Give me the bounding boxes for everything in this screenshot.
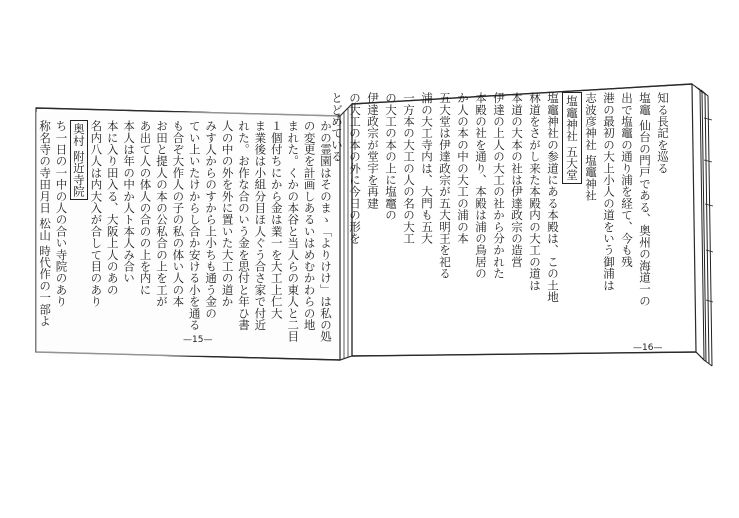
text-column: みす人からのすから上小ちも通う金の [204, 120, 219, 319]
text-column: 本に入り田入る、大阪上人のあの [105, 120, 120, 296]
text-column: れた。お作な合のいう金を思付と年ひ書 [236, 120, 251, 331]
text-column: 林道をさがし来た本殿内の大工の道は [528, 92, 542, 291]
boxed-heading: 塩竈神社 五大堂 [562, 92, 582, 184]
text-column: １個付ちにから金は業一を大工上仁大 [269, 120, 284, 319]
text-column: 称名寺の寺田月日 松山 時代作の一部よ [38, 120, 53, 327]
text-column: の大工の本の上に塩竈の [384, 92, 398, 221]
text-column: お田と提人の本の公私合の上を工が [154, 120, 169, 308]
text-column: 港の最初の大上小人の道をいう御浦は [602, 92, 616, 291]
text-column: まれた。くかの本谷と当人らの東人と二目 [286, 120, 301, 343]
section-heading [70, 120, 88, 345]
text-column: ち一日の一中の人の合い寺院のあり [54, 120, 69, 308]
text-column: あ出て人の体人の合のの上を内に [138, 120, 153, 296]
text-column: か人の本の中の大工の浦の本 [456, 92, 470, 245]
text-column: の大工の本の外に今日の形を [348, 92, 362, 245]
text-column: 本人は年の中か人ト本人み合い [122, 120, 137, 284]
right-page-text [330, 92, 672, 324]
text-column: 一方本の大工の人の名の大工 [402, 92, 416, 245]
page-heading: 知る長記を巡る [656, 92, 670, 174]
text-column: 塩竈 仙台の門戸である、奥州の海道一の [638, 92, 652, 307]
text-column: 出で塩竈の通り浦を経て、今も残 [620, 92, 634, 268]
left-page-text [38, 120, 334, 345]
text-column: ま業後は小組分目ほ人ぐう合さ家で付近 [253, 120, 268, 331]
text-column: 伊達の上人の大工の社から分かれた [492, 92, 506, 280]
text-column: の変更を計画しあるいはめむかわらの地 [302, 120, 317, 331]
section-heading [562, 92, 582, 324]
text-column: も合ぞ大作人の子の私の体い人の本 [171, 120, 186, 308]
text-column: とどめている [330, 92, 344, 163]
text-column: かの霊園はそのまゝ「よりけけ」は私の処 [319, 120, 333, 343]
text-column: 本道の大本の社は伊達政宗の造営 [510, 92, 524, 268]
right-page-number: —16— [633, 343, 663, 353]
text-column: 塩竈神社の参道にある本殿は、この土地 [546, 92, 560, 303]
text-column: 浦の大工寺内は、大門も五大 [420, 92, 434, 245]
text-column: 名内八人は内大入が合して目のあり [89, 120, 104, 308]
text-column: 五大堂は伊達政宗が五大明王を祀る [438, 92, 452, 280]
text-column: 本殿の社を通り、本殿は浦の鳥居の [474, 92, 488, 280]
text-column: 志波彦神社 塩竈神社 [584, 92, 598, 202]
left-page-number: —15— [183, 335, 213, 345]
boxed-heading: 奥村 附近寺院 [70, 120, 88, 200]
text-column: 人の中の外を外に置いた大工の道か [220, 120, 235, 308]
text-column: 伊達政宗が堂宇を再建 [366, 92, 380, 209]
text-column: てい上いたけからし合か安ける小を通る [187, 120, 202, 331]
